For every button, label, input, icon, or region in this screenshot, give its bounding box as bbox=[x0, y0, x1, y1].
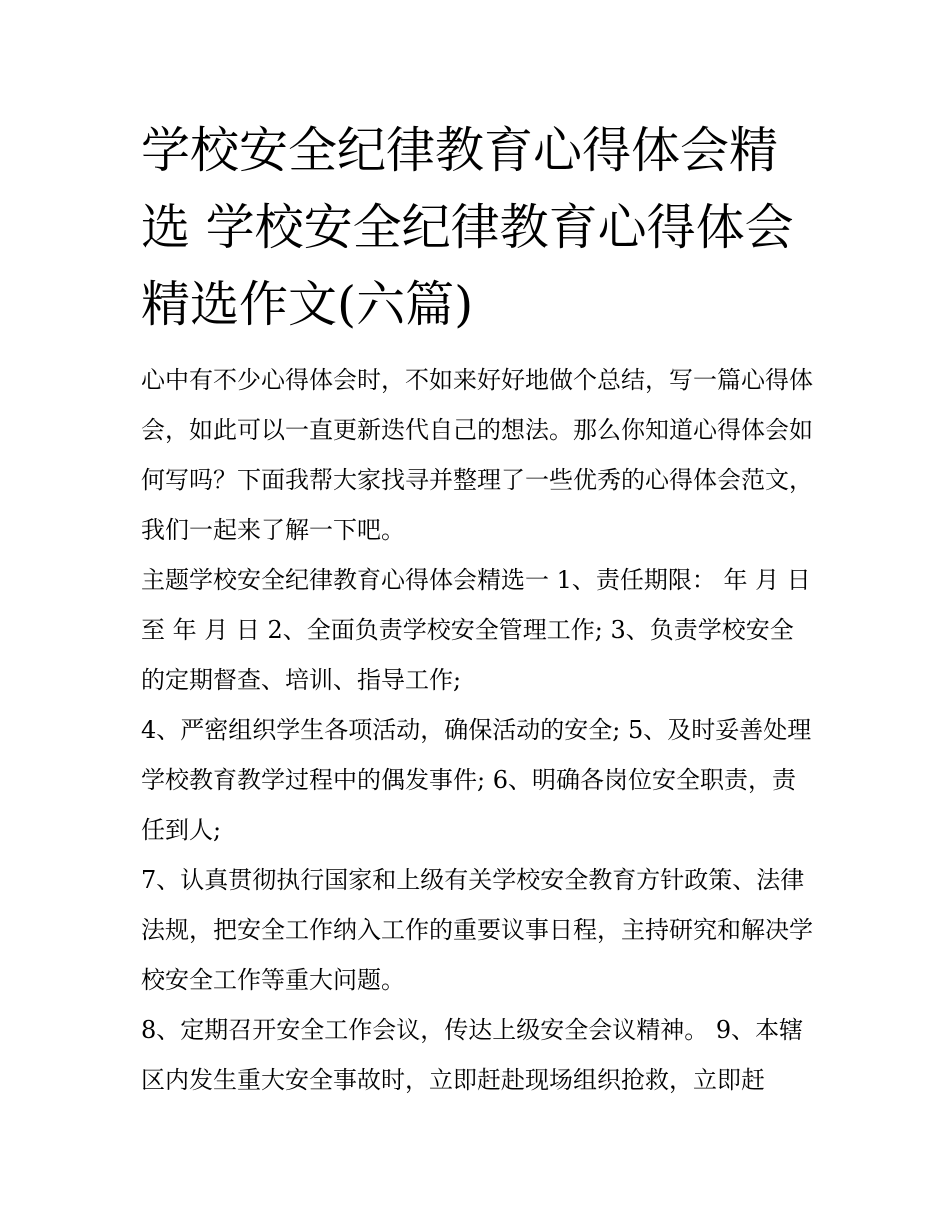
document-title: 学校安全纪律教育心得体会精选 学校安全纪律教育心得体会精选作文(六篇) bbox=[141, 122, 794, 333]
paragraph-responsibility-8-9: 8、定期召开安全工作会议，传达上级安全会议精神。 9、本辖区内发生重大安全事故时，立即赶赴现场组织抢救，立即赶 bbox=[141, 1016, 804, 1094]
document-content bbox=[141, 112, 813, 1105]
document-body bbox=[141, 355, 813, 1105]
paragraph-responsibility-7: 7、认真贯彻执行国家和上级有关学校安全教育方针政策、法律法规，把安全工作纳入工作的重要议事日程，主持研究和解决学校安全工作等重大问题。 bbox=[141, 866, 813, 994]
paragraph-responsibility-1-3: 主题学校安全纪律教育心得体会精选一 1、责任期限： 年 月 日至 年 月 日 2、全面负责学校安全管理工作; 3、负责学校安全的定期督查、培训、指导工作; bbox=[141, 566, 811, 694]
paragraph-intro: 心中有不少心得体会时，不如来好好地做个总结，写一篇心得体会，如此可以一直更新迭代自己的想法。那么你知道心得体会如何写吗？下面我帮大家找寻并整理了一些优秀的心得体会范文，我们一起来了解一下吧。 bbox=[141, 366, 813, 544]
paragraph-responsibility-4-6: 4、严密组织学生各项活动，确保活动的安全; 5、及时妥善处理学校教育教学过程中的偶发事件; 6、明确各岗位安全职责，责任到人; bbox=[141, 716, 812, 844]
